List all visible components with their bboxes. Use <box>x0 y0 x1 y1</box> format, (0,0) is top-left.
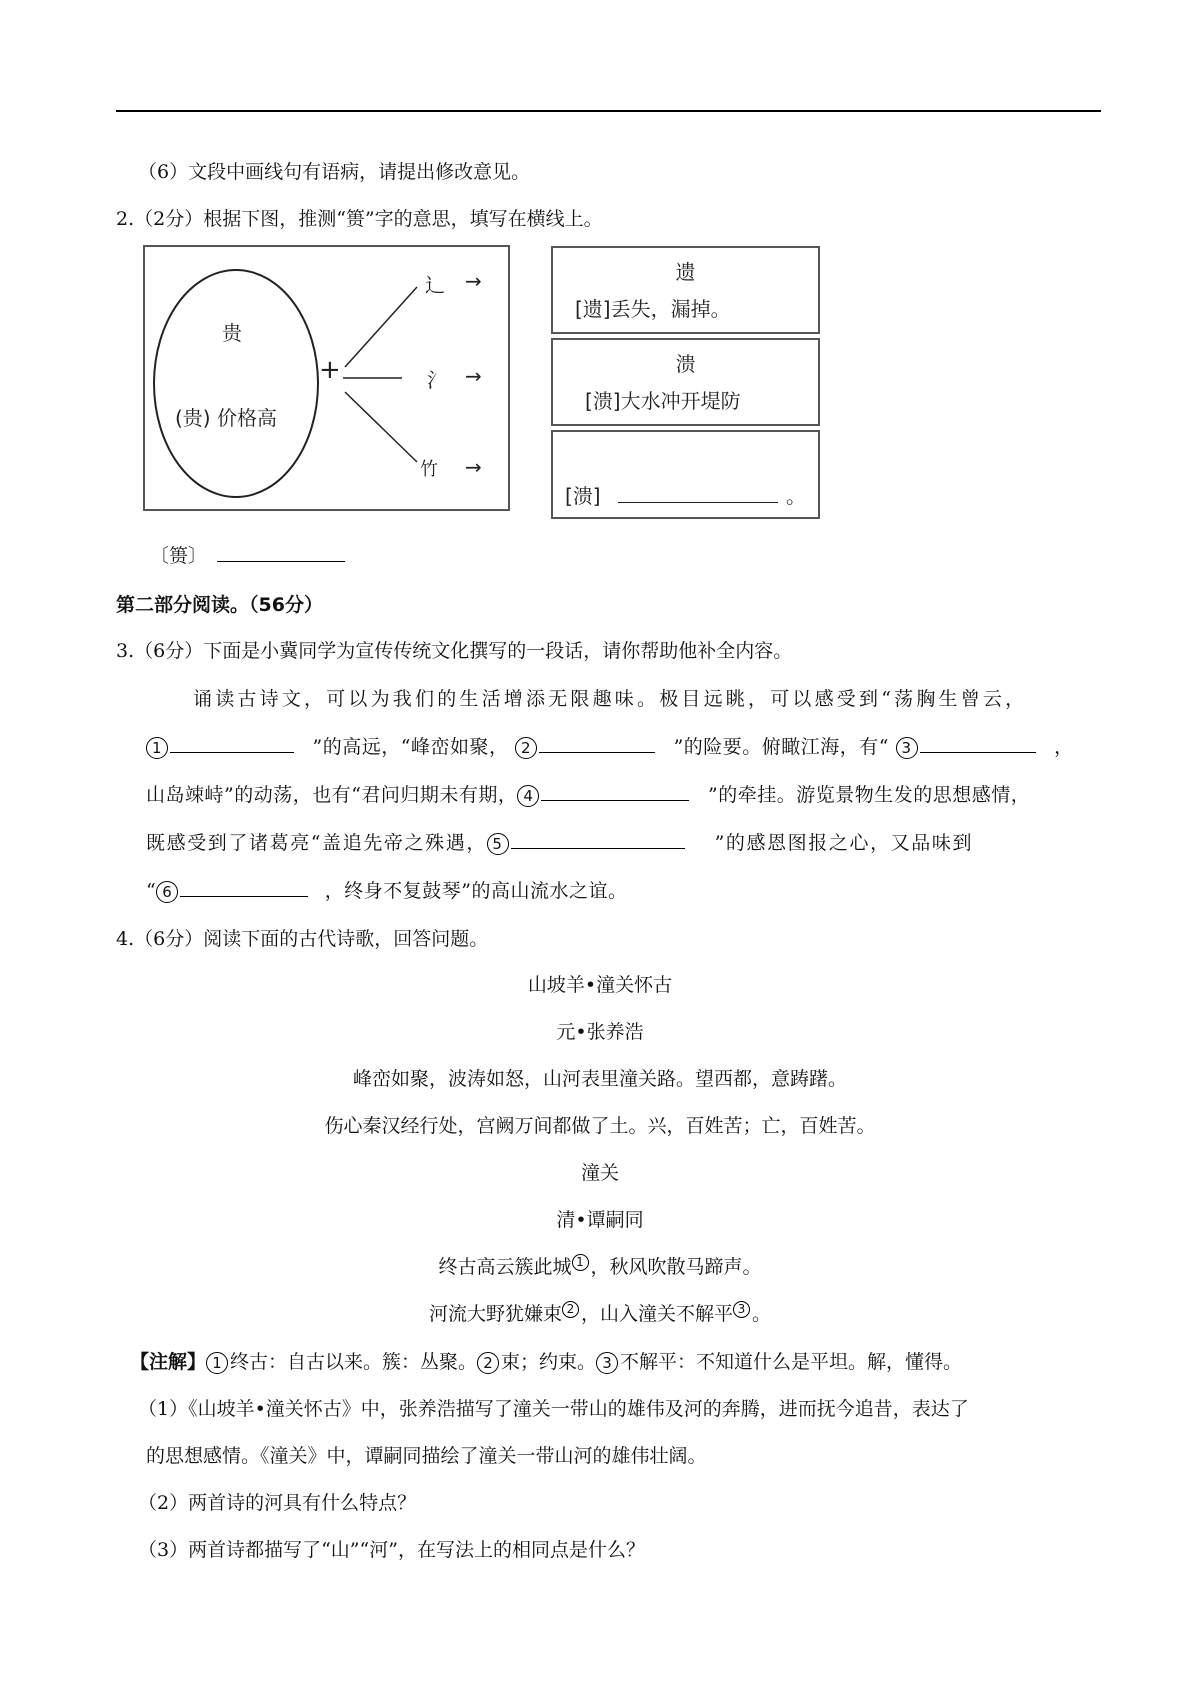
box1-def: [遗]丢失，漏掉。 <box>575 297 731 321</box>
blank-number-5: 5 <box>487 833 509 855</box>
q3-blank-6[interactable] <box>180 876 308 897</box>
q3-line-4 <box>146 828 973 855</box>
note-number-3: 3 <box>596 1352 618 1374</box>
q3-blank-4[interactable] <box>541 780 689 801</box>
q3-line-5-text-a: “ <box>146 880 157 902</box>
blank-number-1: 1 <box>146 737 168 759</box>
box3-answer-blank[interactable] <box>618 502 778 503</box>
q3-line-3-text-b: ”的牵挂。游览景物生发的思想感情， <box>707 784 1031 806</box>
note-number-1: 1 <box>206 1352 228 1374</box>
part2-heading: 第二部分阅读。（56分） <box>116 594 323 616</box>
q4-subquestion-1-line-2: 的思想感情。《潼关》中，谭嗣同描绘了潼关一带山河的雄伟壮阔。 <box>146 1445 707 1467</box>
q3-line-2-text-c: ， <box>1054 736 1074 758</box>
blank-number-4: 4 <box>517 785 539 807</box>
poem1-line-2: 伤心秦汉经行处，宫阙万间都做了土。兴，百姓苦；亡，百姓苦。 <box>324 1115 876 1137</box>
box1-char: 遗 <box>675 260 696 284</box>
note-text-2: 束；约束。 <box>501 1351 597 1373</box>
poem1-title: 山坡羊•潼关怀古 <box>527 974 673 996</box>
box3-end: 。 <box>786 484 806 508</box>
poem2-line-2-c: 。 <box>752 1303 772 1325</box>
poem2-line-2-b: ，山入潼关不解平 <box>580 1303 733 1325</box>
figure-oval-char: 贵 <box>222 321 242 345</box>
q3-line-3 <box>146 780 1030 807</box>
poem2-title: 潼关 <box>580 1162 619 1184</box>
note-number-2: 2 <box>477 1352 499 1374</box>
poem2-line-1-b: ，秋风吹散马蹄声。 <box>590 1256 762 1278</box>
blank-number-6: 6 <box>156 881 178 903</box>
figure-definition-box-3 <box>551 430 820 519</box>
figure-radical-1: 辶 <box>425 273 445 297</box>
q3-line-4-text-a: 既感受到了诸葛亮“盖追先帝之殊遇， <box>146 832 487 854</box>
q4-prompt: 4.（6分）阅读下面的古代诗歌，回答问题。 <box>116 928 489 950</box>
q3-blank-3[interactable] <box>920 732 1036 753</box>
figure-branch-lines <box>145 247 508 509</box>
q2-prompt: 2.（2分）根据下图，推测“篑”字的意思，填写在横线上。 <box>116 208 603 230</box>
q3-line-1: 诵读古诗文，可以为我们的生活增添无限趣味。极目远眺，可以感受到“荡胸生曾云， <box>193 688 1028 710</box>
poem2-line-1 <box>0 1252 1200 1279</box>
q3-line-2-text-a: ”的高远，“峰峦如聚， <box>312 736 509 758</box>
poem2-line-1-a: 终古高云簇此城 <box>438 1256 572 1278</box>
figure-radical-3: 竹 <box>420 459 438 480</box>
q1-subquestion-6: （6）文段中画线句有语病，请提出修改意见。 <box>138 161 531 183</box>
figure-arrow-1: → <box>465 269 482 293</box>
figure-arrow-3: → <box>465 455 482 479</box>
q2-answer-label <box>150 541 345 568</box>
figure-definition-box-2 <box>551 338 820 426</box>
figure-arrow-2: → <box>465 364 482 388</box>
header-rule <box>116 110 1101 112</box>
figure-plus: + <box>319 355 341 385</box>
blank-number-3: 3 <box>896 737 918 759</box>
poem2-line-2-a: 河流大野犹嫌束 <box>428 1303 562 1325</box>
q3-line-5-text-b: ，终身不复鼓琴”的高山流水之谊。 <box>324 880 628 902</box>
figure-radical-box <box>143 245 510 511</box>
footnote-marker-1: 1 <box>572 1254 589 1271</box>
q3-line-4-text-b: ”的感恩图报之心，又品味到 <box>714 832 974 854</box>
q4-subquestion-3: （3）两首诗都描写了“山”“河”，在写法上的相同点是什么？ <box>138 1539 645 1561</box>
q3-blank-1[interactable] <box>170 732 294 753</box>
figure-oval-def: (贵) 价格高 <box>175 406 277 430</box>
figure-definition-box-1 <box>551 246 820 334</box>
blank-number-2: 2 <box>515 737 537 759</box>
q3-line-3-text-a: 山岛竦峙”的动荡，也有“君问归期未有期， <box>146 784 518 806</box>
q2-answer-label-text: 〔篑〕 <box>150 545 208 567</box>
q2-answer-blank[interactable] <box>217 541 345 562</box>
q4-subquestion-1-line-1: （1）《山坡羊•潼关怀古》中，张养浩描写了潼关一带山的雄伟及河的奔腾，进而抚今追昔，表达了 <box>138 1398 969 1420</box>
footnote-marker-2: 2 <box>562 1301 579 1318</box>
q3-line-2 <box>146 732 1074 759</box>
box2-def: [溃]大水冲开堤防 <box>585 389 741 413</box>
poem1-line-1: 峰峦如聚，波涛如怒，山河表里潼关路。望西都，意踌躇。 <box>352 1068 847 1090</box>
poem2-author: 清•谭嗣同 <box>556 1209 644 1231</box>
box2-char: 溃 <box>675 352 696 376</box>
footnote-marker-3: 3 <box>733 1301 750 1318</box>
q3-line-5 <box>146 876 627 903</box>
q3-prompt: 3.（6分）下面是小冀同学为宣传传统文化撰写的一段话，请你帮助他补全内容。 <box>116 640 793 662</box>
q3-blank-2[interactable] <box>539 732 655 753</box>
q3-line-2-text-b: ”的险要。俯瞰江海，有“ <box>673 736 890 758</box>
poem1-author: 元•张养浩 <box>556 1021 644 1043</box>
note-text-3: 不解平：不知道什么是平坦。解，懂得。 <box>620 1351 963 1373</box>
poem-notes <box>130 1347 962 1374</box>
poem2-line-2 <box>0 1299 1200 1326</box>
note-text-1: 终古：自古以来。簇：丛聚。 <box>230 1351 478 1373</box>
box3-label: [溃] <box>565 484 601 508</box>
q4-subquestion-2: （2）两首诗的河具有什么特点？ <box>138 1492 417 1514</box>
figure-radical-2: 氵 <box>427 368 447 392</box>
note-label: 【注解】 <box>130 1351 207 1373</box>
q3-blank-5[interactable] <box>511 828 685 849</box>
